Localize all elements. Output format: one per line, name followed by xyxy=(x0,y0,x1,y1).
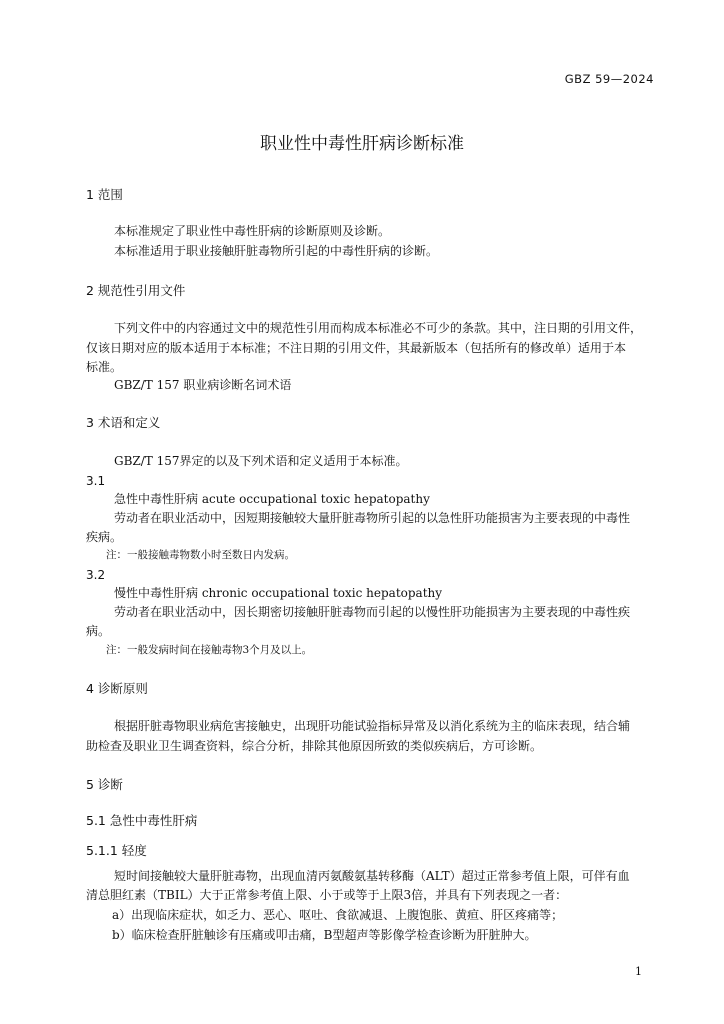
paragraph-line: 清总胆红素（TBIL）大于正常参考值上限、小于或等于上限3倍，并具有下列表现之一者： xyxy=(86,888,568,902)
paragraph-line: 劳动者在职业活动中，因短期接触较大量肝脏毒物所引起的以急性肝功能损害为主要表现的中毒性 xyxy=(114,511,631,525)
paragraph-line: 仅该日期对应的版本适用于本标准；不注日期的引用文件，其最新版本（包括所有的修改单）适用于本 xyxy=(86,341,627,355)
page-number: 1 xyxy=(635,965,642,978)
page-title: 职业性中毒性肝病诊断标准 xyxy=(260,134,464,154)
paragraph-line: 本标准适用于职业接触肝脏毒物所引起的中毒性肝病的诊断。 xyxy=(114,244,439,258)
term-title: 慢性中毒性肝病 chronic occupational toxic hepatopathy xyxy=(114,586,443,600)
term-number: 3.1 xyxy=(86,474,106,488)
paragraph-line: 助检查及职业卫生调查资料，综合分析，排除其他原因所致的类似疾病后，方可诊断。 xyxy=(86,739,543,753)
section-5-heading: 5 诊断 xyxy=(86,777,123,792)
section-3-heading: 3 术语和定义 xyxy=(86,415,161,430)
paragraph-line: 下列文件中的内容通过文中的规范性引用而构成本标准必不可少的条款。其中，注日期的引用文件， xyxy=(114,321,643,335)
standard-code: GBZ 59—2024 xyxy=(564,72,654,86)
paragraph-line: 本标准规定了职业性中毒性肝病的诊断原则及诊断。 xyxy=(114,224,391,238)
paragraph-line: 根据肝脏毒物职业病危害接触史，出现肝功能试验指标异常及以消化系统为主的临床表现，结合辅 xyxy=(114,719,631,733)
subsection-5-1-heading: 5.1 急性中毒性肝病 xyxy=(86,813,198,828)
term-title: 急性中毒性肝病 acute occupational toxic hepatopathy xyxy=(114,492,430,506)
section-2-heading: 2 规范性引用文件 xyxy=(86,283,186,298)
term-note: 注：一般接触毒物数小时至数日内发病。 xyxy=(106,549,295,561)
paragraph-line: 疾病。 xyxy=(86,530,123,544)
term-note: 注：一般发病时间在接触毒物3个月及以上。 xyxy=(106,644,313,656)
term-number: 3.2 xyxy=(86,568,106,582)
section-1-heading: 1 范围 xyxy=(86,187,123,202)
paragraph-line: 病。 xyxy=(86,624,111,638)
paragraph-line: 标准。 xyxy=(86,360,123,374)
paragraph-line: 劳动者在职业活动中，因长期密切接触肝脏毒物而引起的以慢性肝功能损害为主要表现的中毒性疾 xyxy=(114,605,631,619)
list-item: b）临床检查肝脏触诊有压痛或叩击痛，B型超声等影像学检查诊断为肝脏肿大。 xyxy=(112,928,537,942)
subsection-5-1-1-heading: 5.1.1 轻度 xyxy=(86,843,147,858)
paragraph-line: 短时间接触较大量肝脏毒物，出现血清丙氨酸氨基转移酶（ALT）超过正常参考值上限，可伴有血 xyxy=(114,869,630,883)
normative-reference: GBZ/T 157 职业病诊断名词术语 xyxy=(114,378,292,392)
paragraph-line: GBZ/T 157界定的以及下列术语和定义适用于本标准。 xyxy=(114,454,408,468)
section-4-heading: 4 诊断原则 xyxy=(86,681,148,696)
list-item: a）出现临床症状，如乏力、恶心、呕吐、食欲减退、上腹饱胀、黄疸、肝区疼痛等； xyxy=(112,908,564,922)
